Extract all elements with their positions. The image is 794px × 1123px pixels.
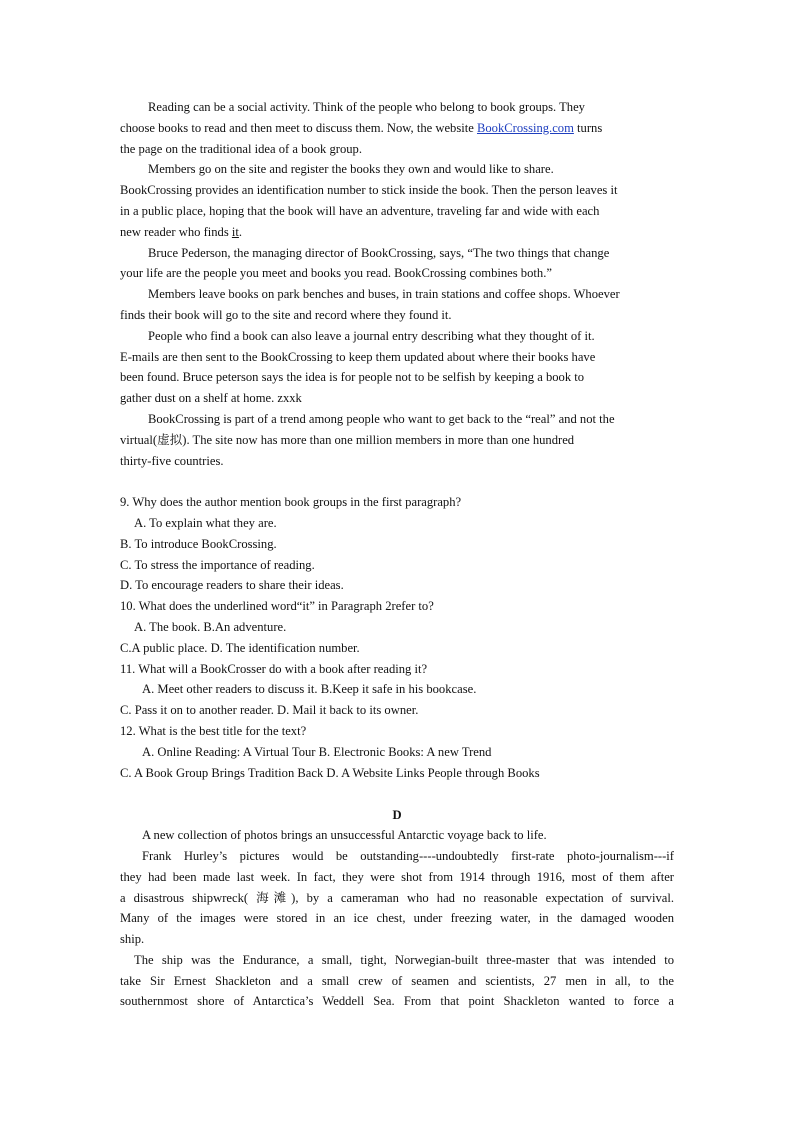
underlined-word: it xyxy=(231,225,239,239)
question-10: 10. What does the underlined word“it” in Paragraph 2refer to? xyxy=(120,599,434,613)
passage-d-line: take Sir Ernest Shackleton and a small crew of seamen and scientists, 27 men in all, to the xyxy=(120,974,674,988)
passage-c-line: gather dust on a shelf at home. zxxk xyxy=(120,391,302,405)
options-12ab: A. Online Reading: A Virtual Tour B. Electronic Books: A new Trend xyxy=(142,745,492,759)
passage-d-line: they had been made last week. In fact, they were shot from 1914 through 1916, most of them after xyxy=(120,870,674,884)
passage-c-line xyxy=(120,222,242,243)
passage-c-line: People who find a book can also leave a journal entry describing what they thought of it. xyxy=(148,329,595,343)
option-9b: B. To introduce BookCrossing. xyxy=(120,537,277,551)
options-12cd: C. A Book Group Brings Tradition Back D. A Website Links People through Books xyxy=(120,766,540,780)
passage-d-line: a disastrous shipwreck( 海滩), by a cameraman who had no reasonable expectation of survival. xyxy=(120,891,674,905)
passage-c-line: been found. Bruce peterson says the idea is for people not to be selfish by keeping a book to xyxy=(120,370,585,384)
text-span: . xyxy=(238,225,243,239)
question-11: 11. What will a BookCrosser do with a book after reading it? xyxy=(120,662,428,676)
question-9: 9. Why does the author mention book groups in the first paragraph? xyxy=(120,495,462,509)
passage-c-line: Members go on the site and register the books they own and would like to share. xyxy=(148,162,554,176)
passage-c-line: Bruce Pederson, the managing director of BookCrossing, says, “The two things that change xyxy=(148,246,610,260)
passage-c-line: thirty-five countries. xyxy=(120,454,224,468)
passage-c-line: your life are the people you meet and books you read. BookCrossing combines both.” xyxy=(120,266,552,280)
option-9a: A. To explain what they are. xyxy=(134,516,277,530)
section-heading-d: D xyxy=(392,808,402,822)
passage-d-line: A new collection of photos brings an unsuccessful Antarctic voyage back to life. xyxy=(142,828,547,842)
passage-c-line: BookCrossing provides an identification number to stick inside the book. Then the person leaves it xyxy=(120,183,618,197)
passage-d-line: ship. xyxy=(120,932,145,946)
passage-d-line: Frank Hurley’s pictures would be outstanding----undoubtedly first-rate photo-journalism---if xyxy=(142,849,674,863)
passage-c-line: the page on the traditional idea of a book group. xyxy=(120,142,363,156)
options-10ab: A. The book. B.An adventure. xyxy=(134,620,287,634)
passage-c-line xyxy=(120,118,602,139)
passage-c-line: in a public place, hoping that the book will have an adventure, traveling far and wide with each xyxy=(120,204,600,218)
passage-d-line: Many of the images were stored in an ice chest, under freezing water, in the damaged wooden xyxy=(120,911,674,925)
passage-c-line: Reading can be a social activity. Think of the people who belong to book groups. They xyxy=(148,100,585,114)
passage-d-line: The ship was the Endurance, a small, tight, Norwegian-built three-master that was intended to xyxy=(134,953,674,967)
passage-c-line: Members leave books on park benches and buses, in train stations and coffee shops. Whoever xyxy=(148,287,620,301)
option-9d: D. To encourage readers to share their ideas. xyxy=(120,578,344,592)
option-9c: C. To stress the importance of reading. xyxy=(120,558,315,572)
question-12: 12. What is the best title for the text? xyxy=(120,724,307,738)
passage-c-line: virtual(虚拟). The site now has more than one million members in more than one hundred xyxy=(120,433,575,447)
text-span: choose books to read and then meet to discuss them. Now, the website xyxy=(120,121,477,135)
bookcrossing-link[interactable]: BookCrossing.com xyxy=(476,121,574,135)
options-10cd: C.A public place. D. The identification number. xyxy=(120,641,360,655)
passage-c-line: finds their book will go to the site and record where they found it. xyxy=(120,308,452,322)
options-11cd: C. Pass it on to another reader. D. Mail it back to its owner. xyxy=(120,703,419,717)
passage-c-line: BookCrossing is part of a trend among people who want to get back to the “real” and not the xyxy=(148,412,615,426)
text-span: turns xyxy=(573,121,603,135)
passage-d-line: southernmost shore of Antarctica’s Weddell Sea. From that point Shackleton wanted to force a xyxy=(120,994,674,1008)
options-11ab: A. Meet other readers to discuss it. B.Keep it safe in his bookcase. xyxy=(142,682,477,696)
text-span: new reader who finds xyxy=(120,225,232,239)
passage-c-line: E-mails are then sent to the BookCrossing to keep them updated about where their books have xyxy=(120,350,596,364)
